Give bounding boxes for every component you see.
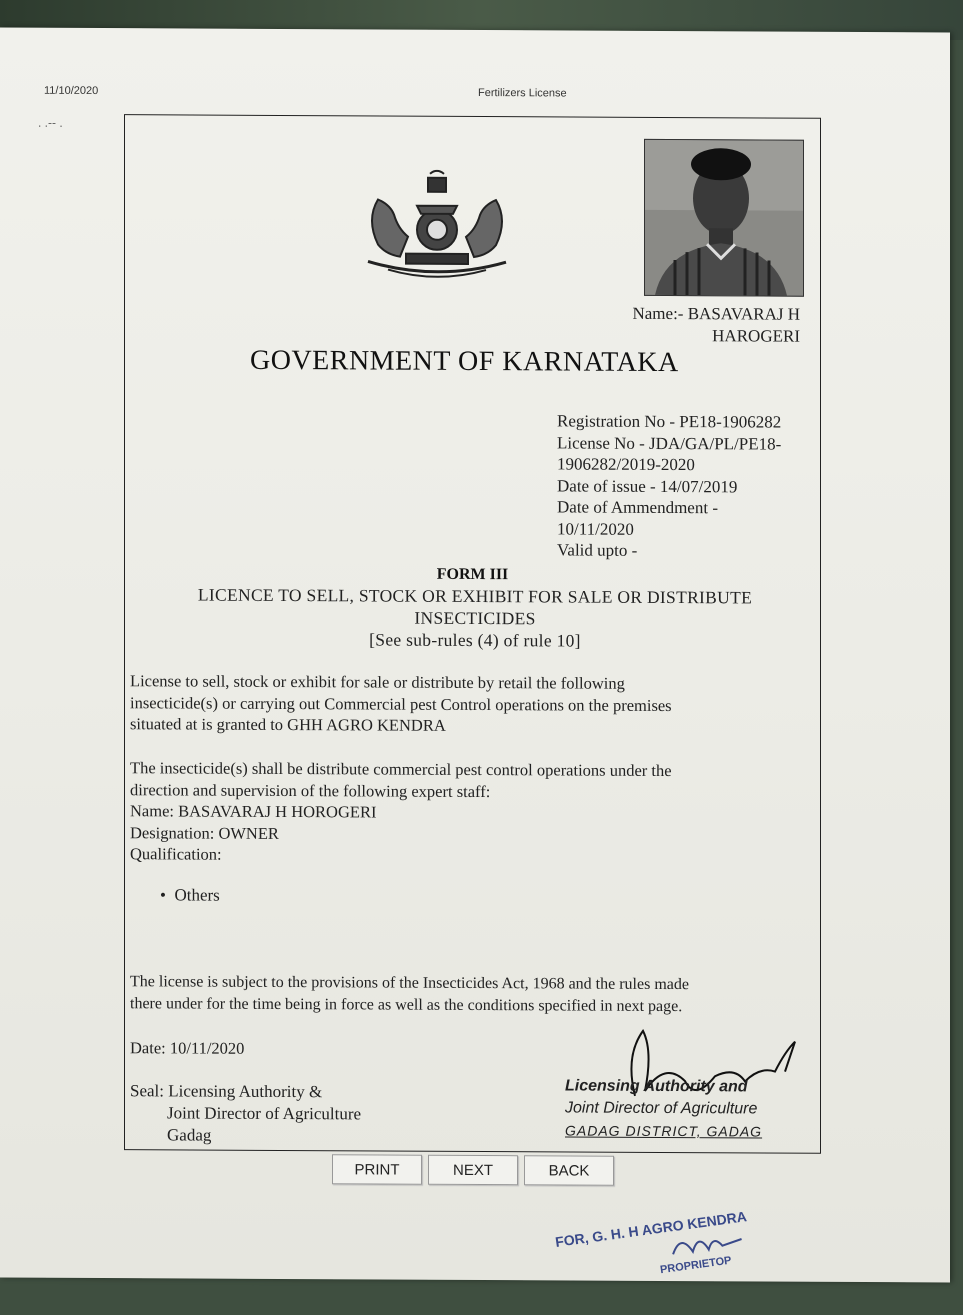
licence-rule-reference: [See sub-rules (4) of rule 10] [369, 629, 581, 651]
applicant-photo [644, 139, 804, 297]
government-heading: GOVERNMENT OF KARNATAKA [250, 344, 679, 379]
action-buttons [332, 1154, 614, 1185]
bullet-dot-icon: • [160, 885, 175, 905]
photo-name-label [632, 303, 800, 348]
photo-name-line2: HAROGERI [712, 326, 800, 346]
form-title: FORM III [436, 565, 509, 584]
pen-scribble: . .-- . [38, 115, 63, 130]
expert-staff-paragraph [130, 757, 780, 868]
rubber-stamp-line1: FOR, G. H. H AGRO KENDRA [554, 1208, 748, 1250]
staff-line2: direction and supervision of the following expert staff: [130, 779, 491, 801]
registration-details [557, 410, 817, 562]
karnataka-emblem-icon [358, 169, 516, 285]
licence-title-line1: LICENCE TO SELL, STOCK OR EXHIBIT FOR SALE OR DISTRIBUTE [197, 584, 753, 608]
staff-qualification: Qualification: [130, 844, 222, 864]
registration-number: Registration No - PE18-1906282 [557, 411, 782, 432]
qualification-value: Others [174, 885, 220, 905]
print-title: Fertilizers License [478, 87, 567, 100]
issue-date: Date: 10/11/2020 [130, 1038, 245, 1058]
seal-line1: Seal: Licensing Authority & [130, 1081, 323, 1102]
photo-name-line1: Name:- BASAVARAJ H [632, 303, 800, 324]
proprietor-rubber-stamp [553, 1195, 783, 1314]
conditions-line2: there under for the time being in force as well as the conditions specified in next page. [130, 994, 683, 1015]
license-number-line2: 1906282/2019-2020 [557, 454, 695, 475]
grant-line2: insecticide(s) or carrying out Commercial pest Control operations on the premises [130, 692, 672, 715]
next-button[interactable]: NEXT [428, 1155, 518, 1185]
grant-line1: License to sell, stock or exhibit for sale or distribute by retail the following [130, 671, 625, 693]
print-button[interactable]: PRINT [332, 1154, 422, 1184]
license-number-line1: License No - JDA/GA/PL/PE18- [557, 432, 782, 454]
conditions-paragraph [130, 971, 820, 1018]
seal-line2: Joint Director of Agriculture [167, 1103, 362, 1124]
qualification-list-item [160, 885, 220, 905]
authority-stamp-line1: Licensing Authority and [565, 1077, 748, 1096]
staff-designation: Designation: OWNER [130, 822, 279, 843]
grant-line3: situated at is granted to GHH AGRO KENDRA [130, 714, 446, 735]
date-of-issue: Date of issue - 14/07/2019 [557, 475, 738, 496]
print-date: 11/10/2020 [44, 84, 99, 98]
authority-stamp [565, 1075, 815, 1142]
licence-title [170, 583, 780, 652]
authority-stamp-line2: Joint Director of Agriculture [565, 1099, 758, 1118]
rubber-stamp-line2: PROPRIETOP [659, 1254, 733, 1277]
licence-title-line2: INSECTICIDES [414, 607, 536, 629]
seal-line3: Gadag [167, 1125, 212, 1145]
document-page [0, 28, 950, 1283]
conditions-line1: The license is subject to the provisions of the Insecticides Act, 1968 and the rules made [130, 973, 689, 994]
staff-line1: The insecticide(s) shall be distribute commercial pest control operations under the [130, 758, 672, 781]
valid-upto: Valid upto - [557, 540, 638, 560]
back-button[interactable]: BACK [524, 1155, 614, 1185]
seal-block [130, 1080, 361, 1147]
date-of-amendment-value: 10/11/2020 [557, 518, 634, 539]
license-grant-paragraph [130, 670, 780, 738]
date-of-amendment-label: Date of Ammendment - [557, 497, 718, 518]
staff-name: Name: BASAVARAJ H HOROGERI [130, 801, 377, 822]
authority-stamp-line3: GADAG DISTRICT, GADAG [565, 1122, 763, 1140]
